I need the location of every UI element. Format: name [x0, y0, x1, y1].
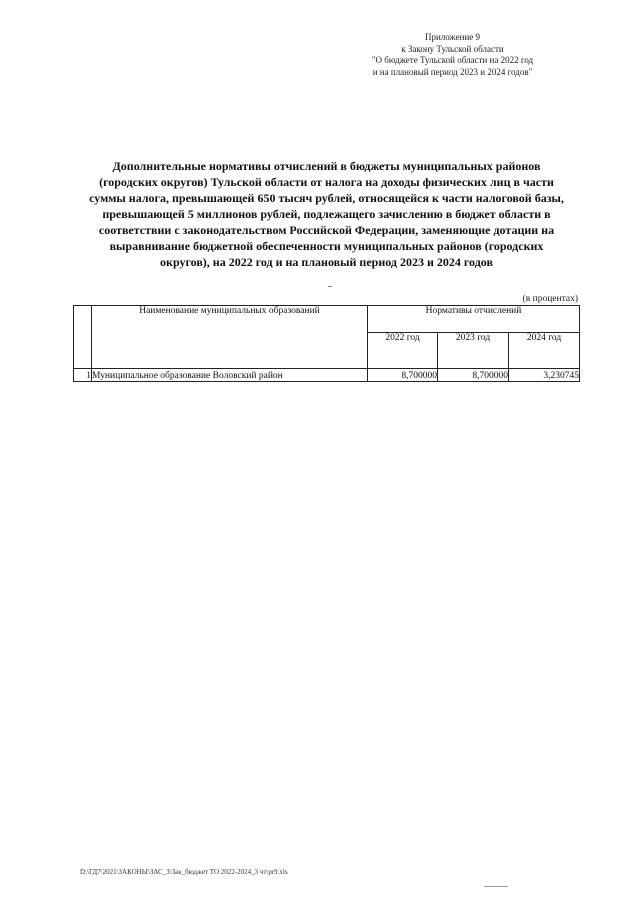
title-line: Дополнительные нормативы отчислений в бюджеты муниципальных районов	[112, 159, 541, 173]
units-note: (в процентах)	[522, 294, 578, 304]
appendix-header	[355, 32, 550, 78]
divider	[328, 286, 332, 287]
title-line: суммы налога, превышающей 650 тысяч рублей, относящейся к части налоговой базы,	[89, 191, 564, 205]
year-header-2024: 2024 год	[509, 333, 580, 369]
number-column-header	[74, 306, 92, 369]
table-header-row	[74, 306, 580, 333]
year-header-2022: 2022 год	[368, 333, 438, 369]
appendix-line-2: к Закону Тульской области	[401, 43, 504, 54]
title-line: (городских округов) Тульской области от налога на доходы физических лиц в части	[99, 175, 554, 189]
file-path-footer: D:\ГД7\2021\ЗАКОНЫ\ЗАС_3\Зак_бюджет ТО 2022-2024_3 чт\pr9.xls	[80, 868, 288, 876]
appendix-line-3: "О бюджете Тульской области на 2022 год	[371, 55, 534, 65]
row-number: 1	[74, 369, 92, 382]
table-row	[74, 369, 580, 382]
title-line: соответствии с законодательством Российской Федерации, заменяющие дотации на	[98, 223, 555, 237]
norms-table	[73, 305, 580, 382]
value-2023: 8,700000	[438, 369, 509, 382]
municipality-name: Муниципальное образование Воловский район	[92, 369, 368, 382]
document-title	[80, 158, 573, 270]
appendix-line-1: Приложение 9	[424, 32, 481, 42]
scan-mark	[484, 886, 508, 887]
value-2024: 3,230745	[509, 369, 580, 382]
title-line: выравнивание бюджетной обеспеченности муниципальных районов (городских	[109, 239, 544, 253]
title-line: превышающей 5 миллионов рублей, подлежащего зачислению в бюджет области в	[102, 207, 551, 221]
norms-column-header: Нормативы отчислений	[368, 306, 580, 333]
value-2022: 8,700000	[368, 369, 438, 382]
appendix-line-4: и на плановый период 2023 и 2024 годов"	[372, 66, 533, 77]
name-column-header: Наименование муниципальных образований	[92, 306, 368, 369]
title-line: округов), на 2022 год и на плановый период 2023 и 2024 годов	[160, 255, 493, 269]
year-header-2023: 2023 год	[438, 333, 509, 369]
